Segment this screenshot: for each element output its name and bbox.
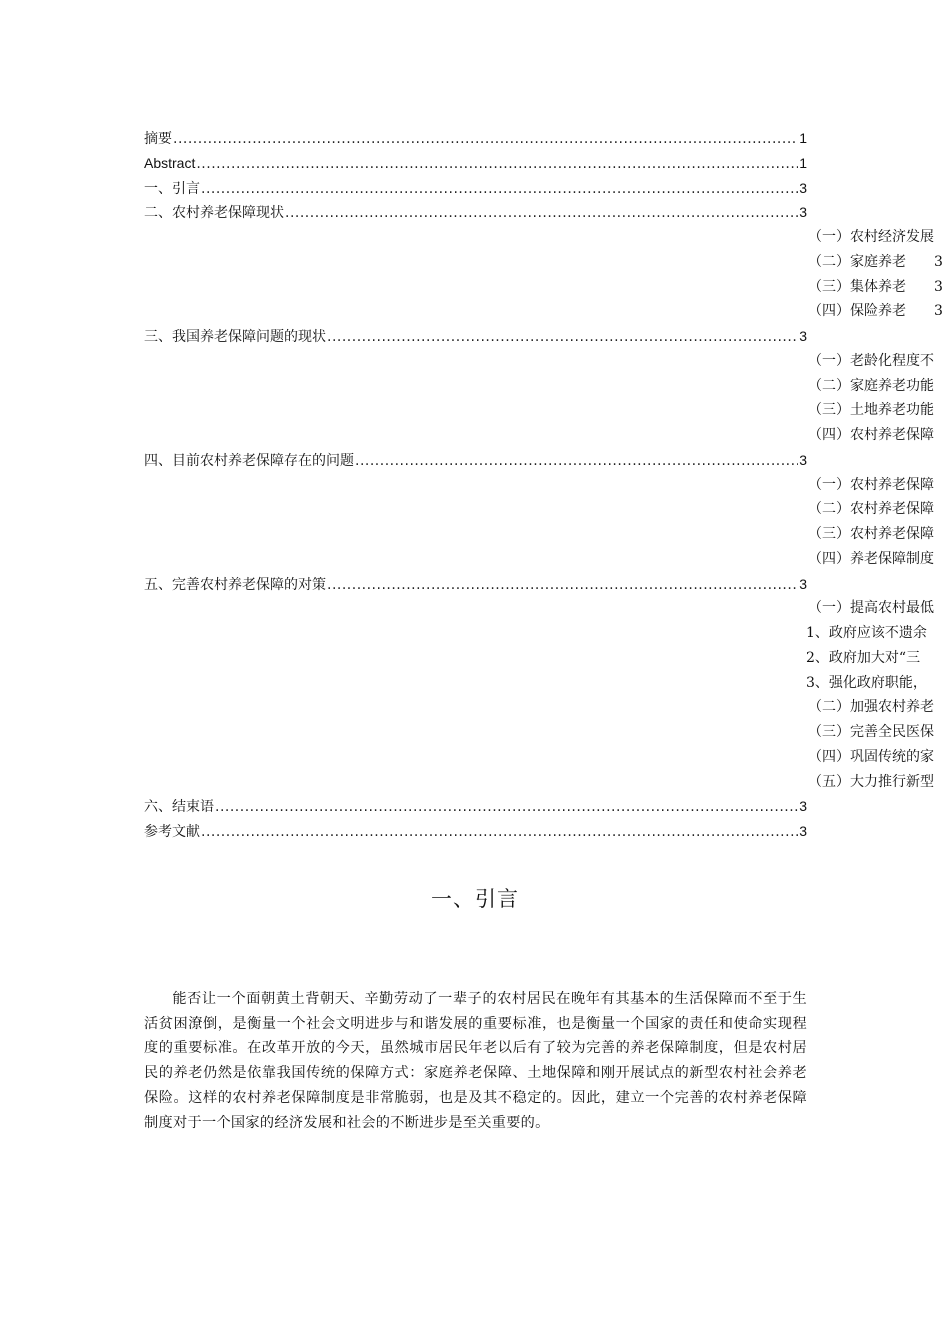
toc-row[interactable] bbox=[144, 819, 807, 844]
toc-row[interactable] bbox=[144, 225, 934, 250]
toc-entry-sub[interactable]: （三）土地养老功能 bbox=[808, 402, 934, 419]
toc-row[interactable] bbox=[144, 349, 934, 374]
toc-entry-sub[interactable]: （一）农村养老保障 bbox=[808, 476, 934, 493]
toc-page-number: 1 bbox=[799, 154, 807, 171]
toc-entry-sub[interactable]: （一）提高农村最低 bbox=[808, 600, 934, 617]
toc-row[interactable] bbox=[144, 794, 807, 819]
toc-row[interactable] bbox=[144, 646, 921, 671]
toc-entry-title: 一、引言 bbox=[144, 180, 200, 197]
toc-entry-title: 参考文献 bbox=[144, 824, 200, 840]
section-heading: 一、引言 bbox=[431, 887, 519, 911]
toc-entry-main[interactable] bbox=[144, 200, 807, 226]
toc-entry-level3[interactable]: 2、政府加大对“三 bbox=[806, 649, 921, 666]
toc-row[interactable] bbox=[144, 448, 807, 473]
toc-row[interactable] bbox=[144, 176, 807, 201]
section-paragraph: 能否让一个面朝黄土背朝天、辛勤劳动了一辈子的农村居民在晚年有其基本的生活保障而不至于生活贫困潦倒，是衡量一个社会文明进步与和谐发展的重要标准，也是衡量一个国家的责任和使命实现程度的重要标准。在改革开放的今天，虽然城市居民年老以后有了较为完善的养老保障制度，但是农村居民的养老仍然是依靠我国传统的保障方式：家庭养老保障、土地保障和刚开展试点的新型农村社会养老保险。这样的农村养老保障制度是非常脆弱，也是及其不稳定的。因此，建立一个完善的农村养老保障制度对于一个国家的经济发展和社会的不断进步是至关重要的。 bbox=[144, 991, 807, 1131]
toc-entry-sub[interactable]: （三）集体养老 3 bbox=[808, 278, 943, 295]
toc-entry-sub[interactable]: （一）农村经济发展 bbox=[808, 229, 934, 245]
toc-row[interactable] bbox=[144, 151, 807, 176]
toc-entry-sub[interactable]: （四）保险养老 3 bbox=[808, 303, 943, 320]
toc-entry-title: 六、结束语 bbox=[144, 799, 214, 816]
toc-leader-dots bbox=[327, 325, 798, 350]
toc-row[interactable] bbox=[144, 374, 934, 399]
toc-page-number: 3 bbox=[799, 204, 807, 221]
toc-entry-main[interactable] bbox=[144, 126, 807, 152]
toc-entry-level3[interactable]: 3、强化政府职能， bbox=[806, 674, 927, 691]
toc-row[interactable] bbox=[144, 423, 934, 448]
toc-leader-dots bbox=[201, 177, 798, 202]
toc-entry-sub[interactable]: （二）家庭养老功能 bbox=[808, 377, 934, 394]
toc-row[interactable] bbox=[144, 745, 934, 770]
toc-entry-title: 摘要 bbox=[144, 131, 172, 147]
toc-row[interactable] bbox=[144, 497, 934, 522]
toc-row[interactable] bbox=[144, 720, 934, 745]
toc-leader-dots bbox=[173, 127, 798, 152]
toc-row[interactable] bbox=[144, 621, 927, 646]
toc-entry-main[interactable] bbox=[144, 572, 807, 598]
toc-leader-dots bbox=[196, 152, 798, 177]
toc-page-number: 3 bbox=[799, 179, 807, 196]
toc-entry-sub[interactable]: （二）加强农村养老 bbox=[808, 699, 934, 716]
toc-entry-main[interactable] bbox=[144, 819, 807, 845]
toc-row[interactable] bbox=[144, 275, 943, 300]
toc-row[interactable] bbox=[144, 596, 934, 621]
toc-entry-title: 三、我国养老保障问题的现状 bbox=[144, 329, 326, 345]
toc-leader-dots bbox=[355, 449, 798, 474]
toc-page-number: 3 bbox=[799, 328, 807, 344]
toc-entry-title: 四、目前农村养老保障存在的问题 bbox=[144, 452, 354, 469]
toc-row[interactable] bbox=[144, 126, 807, 151]
toc-entry-sub[interactable]: （四）养老保障制度 bbox=[808, 550, 934, 567]
toc-row[interactable] bbox=[144, 671, 927, 696]
toc-entry-main[interactable] bbox=[144, 176, 807, 202]
toc-row[interactable] bbox=[144, 324, 807, 349]
toc-entry-main[interactable] bbox=[144, 794, 807, 820]
toc-entry-sub[interactable]: （四）巩固传统的家 bbox=[808, 748, 934, 765]
toc-entry-sub[interactable]: （四）农村养老保障 bbox=[808, 427, 934, 443]
toc-row[interactable] bbox=[144, 522, 934, 547]
toc-entry-sub[interactable]: （二）家庭养老 3 bbox=[808, 253, 943, 270]
toc-entry-sub[interactable]: （二）农村养老保障 bbox=[808, 501, 934, 518]
toc-row[interactable] bbox=[144, 770, 934, 795]
toc-entry-sub[interactable]: （一）老龄化程度不 bbox=[808, 352, 934, 369]
toc-row[interactable] bbox=[144, 250, 943, 275]
toc-leader-dots bbox=[215, 795, 798, 820]
toc-page-number: 3 bbox=[799, 451, 807, 468]
toc-page-number: 3 bbox=[799, 575, 807, 592]
toc-entry-level3[interactable]: 1、政府应该不遗余 bbox=[806, 625, 927, 641]
toc-page-number: 1 bbox=[799, 130, 807, 146]
toc-entry-title: 五、完善农村养老保障的对策 bbox=[144, 576, 326, 593]
toc-row[interactable] bbox=[144, 398, 934, 423]
toc-entry-title: 二、农村养老保障现状 bbox=[144, 205, 284, 222]
toc-row[interactable] bbox=[144, 299, 943, 324]
toc-entry-main[interactable] bbox=[144, 324, 807, 350]
toc-leader-dots bbox=[201, 820, 798, 845]
toc-row[interactable] bbox=[144, 473, 934, 498]
toc-entry-title: Abstract bbox=[144, 154, 196, 171]
toc-page-number: 3 bbox=[799, 798, 807, 815]
toc-page-number: 3 bbox=[799, 823, 807, 839]
toc-entry-sub[interactable]: （三）完善全民医保 bbox=[808, 724, 934, 740]
table-of-contents bbox=[144, 126, 943, 844]
toc-leader-dots bbox=[285, 201, 798, 226]
toc-entry-sub[interactable]: （五）大力推行新型 bbox=[808, 773, 934, 790]
toc-row[interactable] bbox=[144, 547, 934, 572]
toc-row[interactable] bbox=[144, 200, 807, 225]
toc-row[interactable] bbox=[144, 695, 934, 720]
toc-leader-dots bbox=[327, 573, 798, 598]
toc-entry-main[interactable] bbox=[144, 448, 807, 474]
toc-entry-main[interactable] bbox=[144, 151, 807, 177]
toc-row[interactable] bbox=[144, 572, 807, 597]
toc-entry-sub[interactable]: （三）农村养老保障 bbox=[808, 526, 934, 542]
